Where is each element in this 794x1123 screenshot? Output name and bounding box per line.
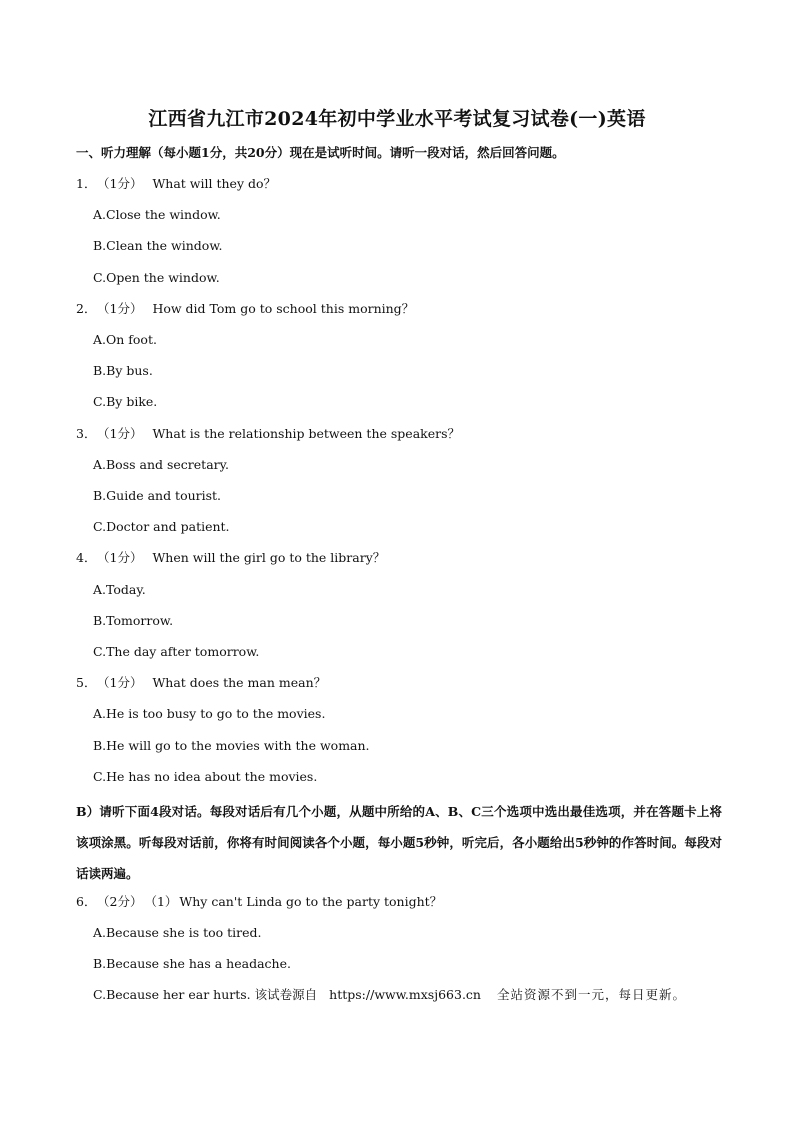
question-score: （1分） xyxy=(97,301,143,316)
option-4c[interactable]: C.The day after tomorrow. xyxy=(93,644,260,659)
option-5b[interactable]: B.He will go to the movies with the woman. xyxy=(93,738,370,753)
question-score: （1分） xyxy=(97,426,143,441)
question-6 xyxy=(76,893,442,911)
option-3a[interactable]: A.Boss and secretary. xyxy=(93,457,230,472)
question-3 xyxy=(76,425,460,443)
question-score: （1分） xyxy=(97,550,143,565)
source-url-link[interactable]: https://www.mxsj663.cn xyxy=(329,987,481,1002)
question-number: 4． xyxy=(76,550,97,565)
option-4b[interactable]: B.Tomorrow. xyxy=(93,613,174,628)
option-1b[interactable]: B.Clean the window. xyxy=(93,238,223,253)
option-2a[interactable]: A.On foot. xyxy=(93,332,157,347)
option-4a[interactable]: A.Today. xyxy=(93,582,146,597)
question-5 xyxy=(76,674,326,692)
question-4 xyxy=(76,549,385,567)
option-1a[interactable]: A.Close the window. xyxy=(93,207,221,222)
question-number: 6． xyxy=(76,894,97,909)
promo-text: 全站资源不到一元，每日更新。 xyxy=(497,987,687,1002)
section-b-instructions: B）请听下面4段对话。每段对话后有几个小题，从题中所给的A、B、C三个选项中选出最佳选项，并在答题卡上将该项涂黑。听每段对话前，你将有时间阅读各个小题，每小题5秒钟，听完后，各小题给出5秒钟的作答时间。每段对话读两遍。 xyxy=(76,804,722,881)
question-text: How did Tom go to school this morning？ xyxy=(152,301,415,316)
option-3b[interactable]: B.Guide and tourist. xyxy=(93,488,222,503)
question-score: （1分） xyxy=(97,675,143,690)
option-1c[interactable]: C.Open the window. xyxy=(93,270,220,285)
question-text: What is the relationship between the speakers？ xyxy=(152,426,461,441)
option-3c[interactable]: C.Doctor and patient. xyxy=(93,519,230,534)
question-score: （2分） xyxy=(97,894,143,909)
question-number: 3． xyxy=(76,426,97,441)
question-text: What does the man mean？ xyxy=(152,675,327,690)
option-6b[interactable]: B.Because she has a headache. xyxy=(93,956,291,971)
sub-question-label: （1） xyxy=(144,894,178,909)
question-number: 5． xyxy=(76,675,97,690)
section-a-heading: 一、听力理解（每小题1分，共20分）现在是试听时间。请听一段对话，然后回答问题。 xyxy=(76,145,565,160)
option-6a[interactable]: A.Because she is too tired. xyxy=(93,925,262,940)
option-2b[interactable]: B.By bus. xyxy=(93,363,153,378)
question-text: What will they do？ xyxy=(152,176,277,191)
question-text: When will the girl go to the library？ xyxy=(152,550,386,565)
option-2c[interactable]: C.By bike. xyxy=(93,394,158,409)
question-number: 2． xyxy=(76,301,97,316)
question-1 xyxy=(76,175,276,193)
option-6c[interactable]: C.Because her ear hurts. xyxy=(93,987,251,1002)
question-text: Why can't Linda go to the party tonight？ xyxy=(179,894,443,909)
question-2 xyxy=(76,300,414,318)
option-5a[interactable]: A.He is too busy to go to the movies. xyxy=(93,706,326,721)
option-5c[interactable]: C.He has no idea about the movies. xyxy=(93,769,318,784)
question-number: 1． xyxy=(76,176,97,191)
question-score: （1分） xyxy=(97,176,143,191)
option-6c-row xyxy=(93,986,686,1004)
exam-title: 江西省九江市2024年初中学业水平考试复习试卷(一)英语 xyxy=(148,108,646,130)
source-note: 该试卷源自 xyxy=(254,987,318,1002)
